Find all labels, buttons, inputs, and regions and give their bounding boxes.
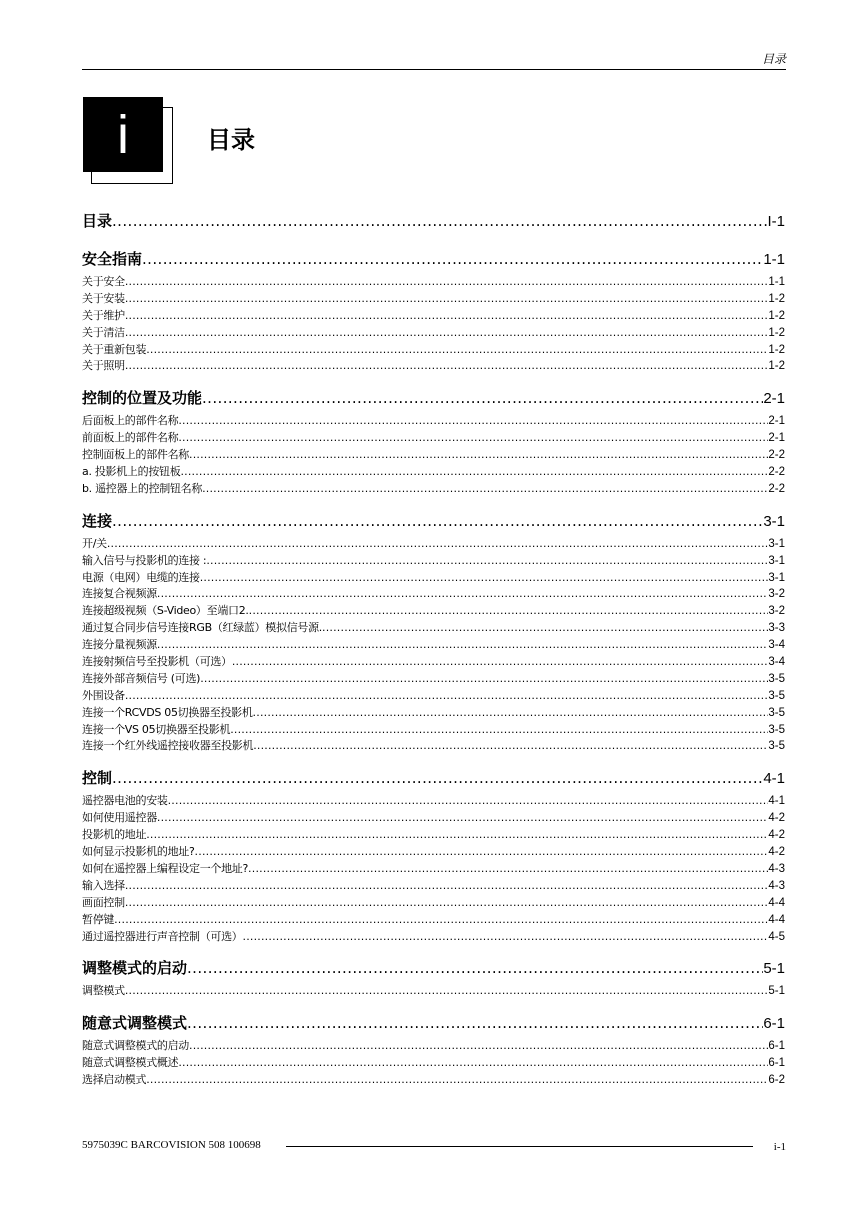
toc-entry-page: 4-2 xyxy=(768,812,785,825)
toc-chapter-entry[interactable] xyxy=(82,510,785,535)
toc-entry-page: 6-2 xyxy=(768,1074,785,1087)
chapter-badge xyxy=(83,97,163,172)
toc-entry-title: 随意式调整模式的启动 xyxy=(82,1039,189,1053)
toc-entry[interactable] xyxy=(82,860,785,877)
toc-entry-title: 关于照明 xyxy=(82,359,125,373)
dot-leader xyxy=(195,845,769,858)
toc-entry-title: 关于安装 xyxy=(82,291,125,305)
dot-leader xyxy=(157,587,768,600)
toc-entry-title: 如何使用遥控器 xyxy=(82,811,157,825)
toc-entry[interactable] xyxy=(82,894,785,911)
running-header-title: 目录 xyxy=(761,52,786,66)
toc-chapter-entry-title: 连接 xyxy=(82,511,113,530)
dot-leader xyxy=(189,448,768,461)
toc-entry[interactable] xyxy=(82,463,785,480)
toc-entry-title: 输入选择 xyxy=(82,878,125,892)
toc-entry[interactable] xyxy=(82,619,785,636)
toc-entry[interactable] xyxy=(82,911,785,928)
toc-entry[interactable] xyxy=(82,809,785,826)
toc-entry[interactable] xyxy=(82,446,785,463)
toc-chapter-entry-page: 1-1 xyxy=(763,251,785,268)
toc-entry-title: 连接一个RCVDS 05切换器至投影机 xyxy=(82,705,253,719)
toc-entry-page: 4-2 xyxy=(768,846,785,859)
toc-entry-page: 4-4 xyxy=(768,896,785,909)
toc-entry[interactable] xyxy=(82,704,785,721)
toc-entry[interactable] xyxy=(82,552,785,569)
toc-entry-title: 画面控制 xyxy=(82,895,125,909)
toc-entry-page: 3-2 xyxy=(768,588,785,601)
toc-entry[interactable] xyxy=(82,636,785,653)
toc-entry[interactable] xyxy=(82,928,785,945)
toc-entry-title: 关于安全 xyxy=(82,275,125,288)
toc-entry-page: 3-1 xyxy=(768,554,785,567)
dot-leader xyxy=(125,359,769,372)
dot-leader xyxy=(249,604,769,617)
dot-leader xyxy=(178,431,768,444)
toc-entry[interactable] xyxy=(82,1037,785,1054)
toc-entry[interactable] xyxy=(82,290,785,307)
toc-entry-page: 1-2 xyxy=(768,326,785,339)
dot-leader xyxy=(125,292,769,305)
dot-leader xyxy=(189,1039,768,1052)
dot-leader xyxy=(125,896,769,909)
toc-entry[interactable] xyxy=(82,982,785,999)
toc-section xyxy=(82,1012,785,1088)
toc-entry[interactable] xyxy=(82,429,785,446)
toc-entry-title: 如何在遥控器上编程设定一个地址? xyxy=(82,861,249,875)
toc-entry-title: b. 遥控器上的控制钮名称 xyxy=(82,481,203,495)
toc-chapter-entry-page: 4-1 xyxy=(763,770,785,788)
toc-entry[interactable] xyxy=(82,792,785,809)
toc-entry-title: 遥控器电池的安装 xyxy=(82,794,168,808)
dot-leader xyxy=(187,959,763,977)
dot-leader xyxy=(200,672,768,685)
toc-entry-title: 外围设备 xyxy=(82,688,125,702)
toc-chapter-entry[interactable] xyxy=(82,387,785,412)
toc-chapter-entry-title: 目录 xyxy=(82,212,113,230)
toc-entry-title: 关于重新包装 xyxy=(82,342,147,356)
toc-entry-title: 控制面板上的部件名称 xyxy=(82,448,189,462)
toc-entry-title: 开/关 xyxy=(82,536,107,550)
toc-entry-page: 3-2 xyxy=(768,605,785,618)
toc-chapter-entry-title: 调整模式的启动 xyxy=(82,959,188,978)
toc-entry-page: 4-4 xyxy=(768,913,785,926)
dot-leader xyxy=(187,1014,763,1032)
toc-entry-page: 4-2 xyxy=(768,829,785,842)
toc-entry[interactable] xyxy=(82,653,785,670)
toc-entry[interactable] xyxy=(82,687,785,704)
dot-leader xyxy=(125,309,769,322)
dot-leader xyxy=(322,621,768,634)
dot-leader xyxy=(253,706,769,719)
toc-entry-page: 1-2 xyxy=(768,343,785,356)
toc-entry[interactable] xyxy=(82,412,785,429)
toc-entry-page: 1-2 xyxy=(768,292,785,305)
toc-entry[interactable] xyxy=(82,357,785,374)
footer-page-number: i-1 xyxy=(773,1141,786,1153)
toc-chapter-entry[interactable] xyxy=(82,767,785,792)
toc-entry-title: a. 投影机上的按钮板 xyxy=(82,465,181,479)
toc-entry-page: 1-1 xyxy=(768,276,785,288)
toc-section xyxy=(82,957,785,999)
toc-entry-title: 连接射频信号至投影机（可选） xyxy=(82,655,232,669)
toc-entry-page: 3-5 xyxy=(768,706,785,719)
dot-leader xyxy=(202,482,768,495)
toc-entry[interactable] xyxy=(82,480,785,497)
toc-chapter-entry-page: 6-1 xyxy=(763,1015,785,1033)
toc-entry-page: 4-3 xyxy=(768,879,785,892)
dot-leader xyxy=(168,794,769,807)
page-title: 目录 xyxy=(207,126,255,154)
toc-entry[interactable] xyxy=(82,569,785,586)
toc-entry[interactable] xyxy=(82,1071,785,1088)
chapter-badge-letter: i xyxy=(117,104,129,165)
toc-chapter-entry-page: 5-1 xyxy=(763,960,785,978)
toc-entry[interactable] xyxy=(82,1054,785,1071)
toc-entry-page: 2-1 xyxy=(768,432,785,445)
toc-entry-page: 3-5 xyxy=(768,740,785,753)
toc-entry-page: 3-5 xyxy=(768,672,785,685)
dot-leader xyxy=(125,689,769,702)
dot-leader xyxy=(114,913,768,926)
dot-leader xyxy=(157,638,768,651)
toc-entry[interactable] xyxy=(82,877,785,894)
toc-entry-page: 2-1 xyxy=(768,415,785,428)
dot-leader xyxy=(125,879,769,892)
toc-entry-title: 通过复合同步信号连接RGB（红绿蓝）模拟信号源. xyxy=(82,621,323,635)
toc-chapter-entry-page: I-1 xyxy=(767,213,785,230)
toc-entry-title: 连接一个VS 05切换器至投影机 xyxy=(82,722,231,736)
toc-entry-page: 3-1 xyxy=(768,537,785,550)
dot-leader xyxy=(112,769,763,787)
footer-doc-code: 5975039C BARCOVISION 508 100698 xyxy=(82,1139,261,1151)
toc-chapter-entry-title: 控制的位置及功能 xyxy=(82,389,203,408)
toc-entry-title: 如何显示投影机的地址? xyxy=(82,845,195,859)
dot-leader xyxy=(112,512,763,530)
toc-entry-page: 6-1 xyxy=(768,1040,785,1053)
toc-entry-page: 3-5 xyxy=(768,689,785,702)
dot-leader xyxy=(178,1056,768,1069)
toc-entry-page: 1-2 xyxy=(768,309,785,322)
dot-leader xyxy=(230,723,768,736)
dot-leader xyxy=(146,1073,768,1086)
dot-leader xyxy=(125,326,769,339)
toc-entry-title: 连接一个红外线遥控接收器至投影机 xyxy=(82,739,254,753)
toc-entry-title: 投影机的地址 xyxy=(82,828,147,842)
toc-entry-title: 关于清洁 xyxy=(82,325,125,339)
toc-chapter-entry[interactable] xyxy=(82,957,785,982)
toc-entry-title: 后面板上的部件名称 xyxy=(82,414,179,428)
dot-leader xyxy=(200,571,769,584)
toc-entry-title: 调整模式 xyxy=(82,984,125,998)
toc-entry-title: 选择启动模式 xyxy=(82,1073,147,1087)
dot-leader xyxy=(157,811,768,824)
toc-chapter-entry-page: 3-1 xyxy=(763,512,785,530)
dot-leader xyxy=(125,984,769,997)
footer-rule xyxy=(286,1146,753,1147)
toc-entry-page: 2-2 xyxy=(768,466,785,479)
toc-entry-title: 暂停键 xyxy=(82,912,115,926)
dot-leader xyxy=(146,343,768,356)
dot-leader xyxy=(142,250,763,268)
dot-leader xyxy=(202,389,763,407)
toc-entry-page: 1-2 xyxy=(768,360,785,373)
toc-entry-page: 4-1 xyxy=(768,795,785,808)
toc-entry[interactable] xyxy=(82,602,785,619)
dot-leader xyxy=(180,465,768,478)
dot-leader xyxy=(112,212,767,230)
dot-leader xyxy=(146,828,768,841)
toc-entry-title: 连接分量视频源 xyxy=(82,638,157,652)
table-of-contents xyxy=(82,210,785,1101)
toc-entry-title: 通过遥控器进行声音控制（可选） xyxy=(82,929,243,943)
toc-entry-title: 关于维护 xyxy=(82,308,125,322)
toc-entry-page: 4-3 xyxy=(768,862,785,875)
toc-chapter-entry[interactable] xyxy=(82,248,785,273)
toc-entry-page: 4-5 xyxy=(768,930,785,943)
toc-entry-title: 连接外部音频信号 (可选) xyxy=(82,671,201,685)
toc-entry-page: 2-2 xyxy=(768,482,785,495)
dot-leader xyxy=(206,554,768,567)
toc-chapter-entry-title: 随意式调整模式 xyxy=(82,1014,188,1033)
toc-entry-page: 6-1 xyxy=(768,1057,785,1070)
toc-entry[interactable] xyxy=(82,721,785,738)
toc-entry[interactable] xyxy=(82,273,785,290)
toc-chapter-entry[interactable] xyxy=(82,210,785,235)
dot-leader xyxy=(243,930,769,943)
dot-leader xyxy=(232,655,769,668)
toc-section xyxy=(82,767,785,944)
toc-entry-title: 前面板上的部件名称 xyxy=(82,431,179,445)
toc-entry[interactable] xyxy=(82,324,785,341)
toc-entry[interactable] xyxy=(82,826,785,843)
toc-entry-page: 3-4 xyxy=(768,656,785,669)
header-rule xyxy=(82,69,786,70)
dot-leader xyxy=(253,739,768,752)
dot-leader xyxy=(125,275,769,288)
toc-entry-page: 3-5 xyxy=(768,723,785,736)
toc-section xyxy=(82,248,785,374)
toc-entry-page: 3-3 xyxy=(768,622,785,635)
toc-section xyxy=(82,210,785,235)
dot-leader xyxy=(107,537,769,550)
toc-entry[interactable] xyxy=(82,670,785,687)
toc-entry[interactable] xyxy=(82,585,785,602)
toc-entry-title: 连接超级视频（S-Video）至端口2. xyxy=(82,604,249,618)
toc-section xyxy=(82,387,785,496)
toc-entry[interactable] xyxy=(82,341,785,358)
toc-entry[interactable] xyxy=(82,535,785,552)
dot-leader xyxy=(178,414,768,427)
toc-entry-title: 输入信号与投影机的连接 : xyxy=(82,553,207,567)
toc-chapter-entry[interactable] xyxy=(82,1012,785,1037)
toc-entry-page: 3-4 xyxy=(768,639,785,652)
dot-leader xyxy=(248,862,768,875)
toc-entry[interactable] xyxy=(82,307,785,324)
toc-chapter-entry-title: 控制 xyxy=(82,769,113,788)
toc-entry-title: 随意式调整模式概述 xyxy=(82,1056,179,1070)
toc-entry[interactable] xyxy=(82,737,785,754)
toc-entry-page: 2-2 xyxy=(768,449,785,462)
toc-entry-title: 连接复合视频源 xyxy=(82,587,157,601)
toc-section xyxy=(82,510,785,755)
toc-chapter-entry-title: 安全指南 xyxy=(82,250,143,268)
toc-entry-page: 5-1 xyxy=(768,985,785,998)
toc-entry-page: 3-1 xyxy=(768,571,785,584)
toc-entry-title: 电源（电网）电缆的连接 xyxy=(82,570,200,584)
toc-chapter-entry-page: 2-1 xyxy=(763,390,785,408)
toc-entry[interactable] xyxy=(82,843,785,860)
